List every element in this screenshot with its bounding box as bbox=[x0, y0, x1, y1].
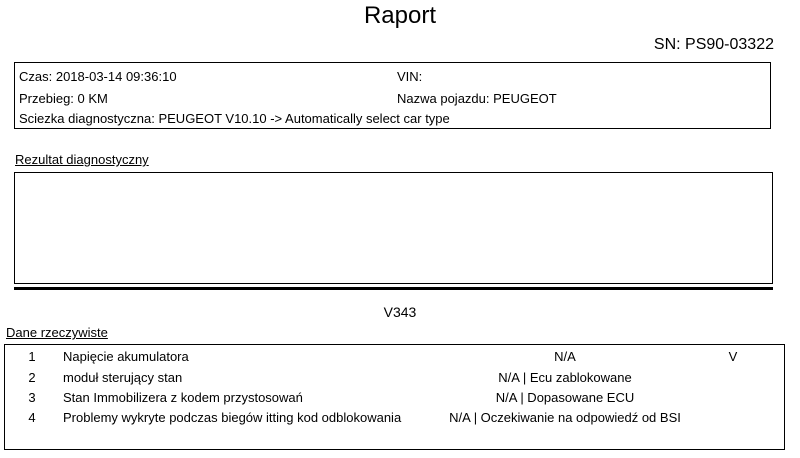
diagnostic-path-field: Sciezka diagnostyczna: PEUGEOT V10.10 -> Automatically select car type bbox=[19, 111, 450, 126]
row-number: 1 bbox=[28, 349, 36, 364]
row-value: N/A | Oczekiwanie na odpowiedź od BSI bbox=[449, 410, 681, 425]
mileage-field: Przebieg: 0 KM bbox=[19, 91, 108, 106]
diagnostic-result-label: Rezultat diagnostyczny bbox=[15, 152, 149, 167]
row-number: 3 bbox=[28, 390, 36, 405]
vehicle-info-box bbox=[14, 62, 771, 129]
row-parameter: moduł sterujący stan bbox=[63, 370, 183, 385]
row-parameter: Napięcie akumulatora bbox=[63, 349, 189, 364]
row-value: N/A | Ecu zablokowane bbox=[498, 370, 632, 385]
row-value: N/A bbox=[554, 349, 576, 364]
vin-field: VIN: bbox=[397, 69, 423, 84]
row-number: 2 bbox=[28, 370, 36, 385]
serial-number: SN: PS90-03322 bbox=[653, 36, 774, 53]
row-flag: V bbox=[728, 349, 738, 364]
row-number: 4 bbox=[28, 410, 36, 425]
actual-data-table bbox=[4, 344, 785, 450]
actual-data-label: Dane rzeczywiste bbox=[6, 325, 108, 340]
time-field: Czas: 2018-03-14 09:36:10 bbox=[19, 69, 177, 84]
row-parameter: Stan Immobilizera z kodem przystosowań bbox=[63, 390, 303, 405]
diagnostic-result-box bbox=[14, 172, 773, 284]
vehicle-name-field: Nazwa pojazdu: PEUGEOT bbox=[397, 91, 557, 106]
model-code: V343 bbox=[383, 304, 417, 320]
report-title: Raport bbox=[363, 2, 437, 29]
row-value: N/A | Dopasowane ECU bbox=[495, 390, 635, 405]
section-divider bbox=[14, 287, 773, 290]
row-parameter: Problemy wykryte podczas biegów itting kod odblokowania bbox=[63, 410, 402, 425]
